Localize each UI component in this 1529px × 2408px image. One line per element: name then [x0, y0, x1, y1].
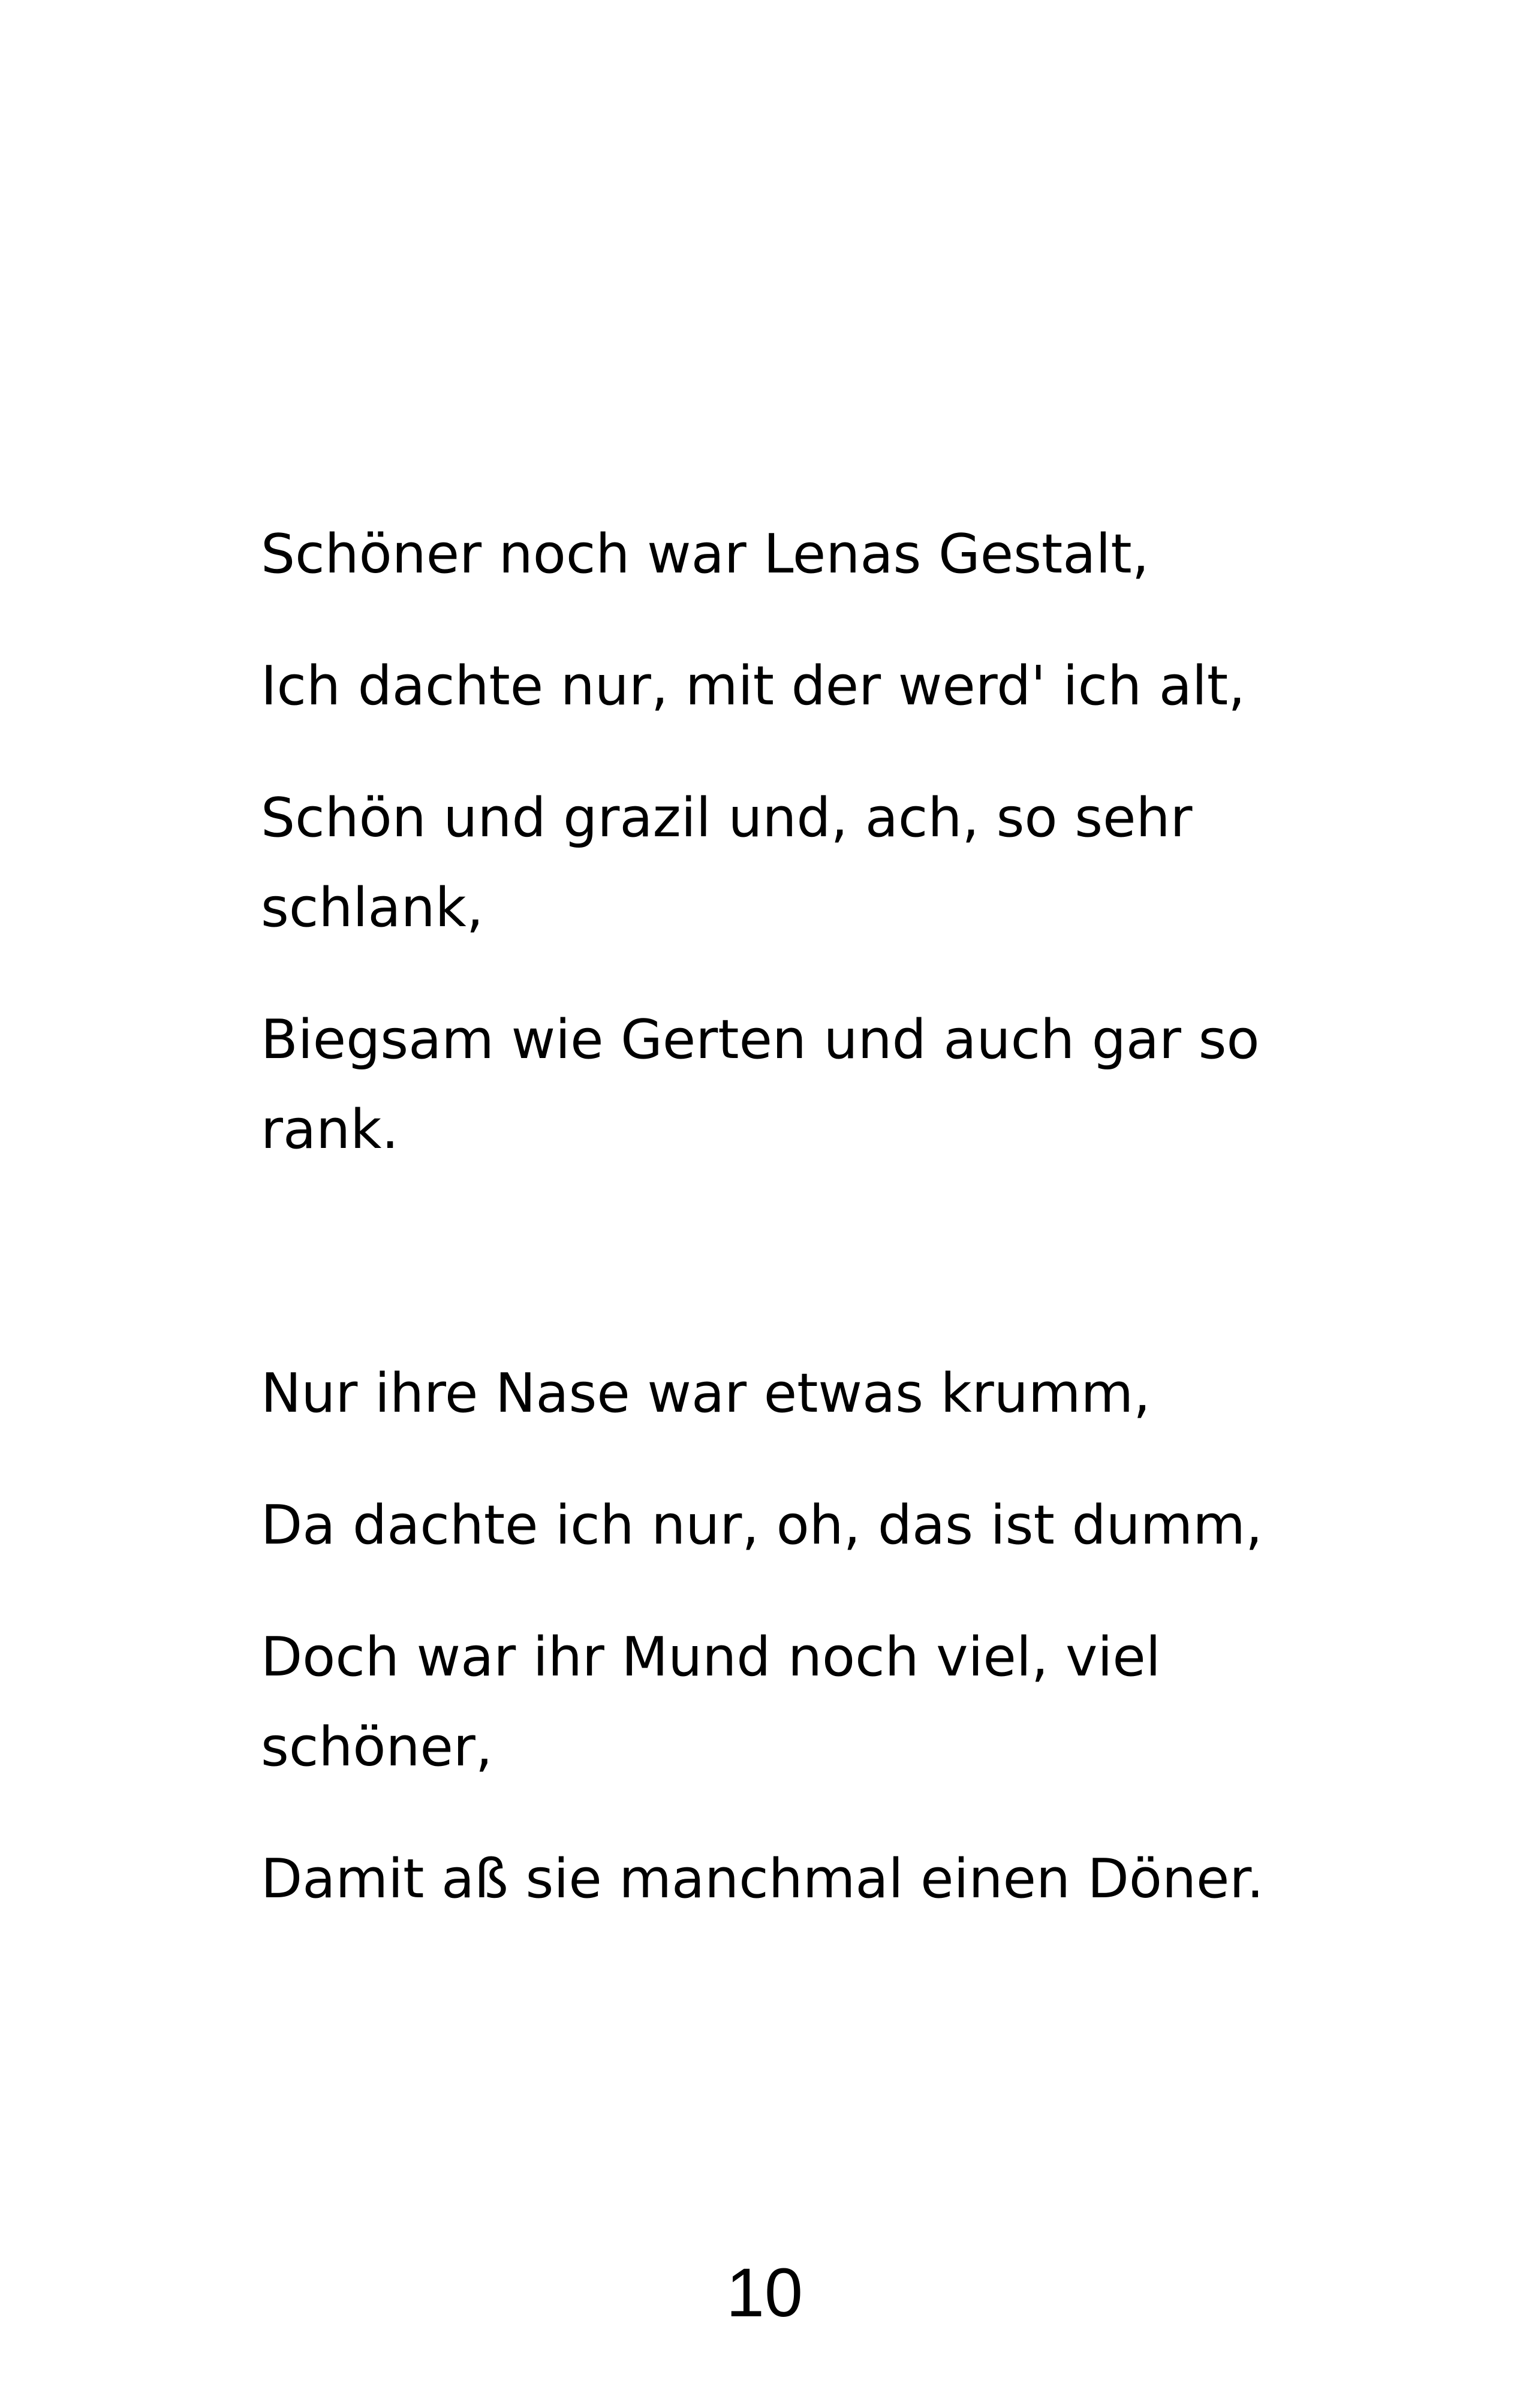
verse-line: Ich dachte nur, mit der werd' ich alt,	[261, 655, 1245, 718]
verse-line: Schön und grazil und, ach, so sehr	[261, 786, 1193, 849]
verse-line: Schöner noch war Lenas Gestalt,	[261, 523, 1149, 586]
verse-line: Damit aß sie manchmal einen Döner.	[261, 1848, 1264, 1910]
verse-line-continuation: schlank,	[261, 876, 484, 939]
verse-line: Doch war ihr Mund noch viel, viel	[261, 1626, 1161, 1689]
verse-line: Biegsam wie Gerten und auch gar so	[261, 1008, 1260, 1071]
page-number: 10	[726, 2255, 803, 2331]
verse-line: Nur ihre Nase war etwas krumm,	[261, 1362, 1151, 1425]
verse-line: Da dachte ich nur, oh, das ist dumm,	[261, 1494, 1263, 1557]
verse-line-continuation: rank.	[261, 1098, 399, 1161]
verse-line-continuation: schöner,	[261, 1716, 493, 1779]
